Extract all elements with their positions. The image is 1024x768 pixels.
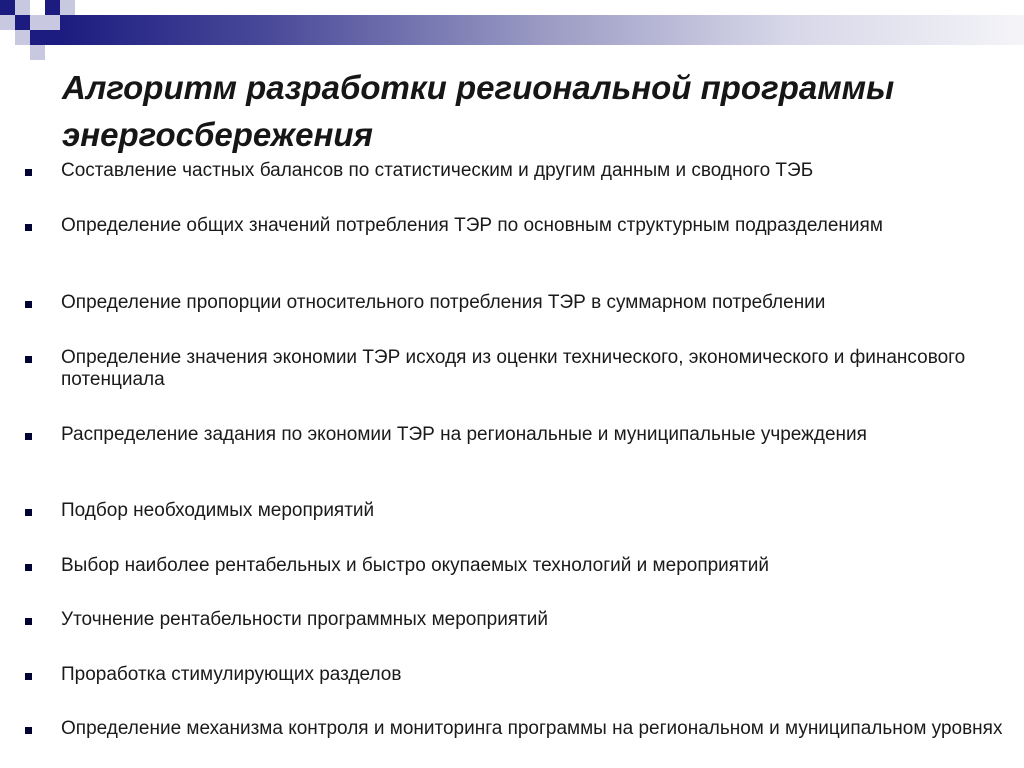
bullet-square-icon (25, 169, 32, 176)
bullet-square-icon (25, 673, 32, 680)
deco-square (0, 0, 15, 15)
bullet-square-icon (25, 618, 32, 625)
bullet-text: Определение пропорции относительного потребления ТЭР в суммарном потреблении (61, 292, 826, 313)
deco-square (30, 45, 45, 60)
bullet-text: Проработка стимулирующих разделов (61, 664, 402, 685)
deco-square (30, 15, 45, 30)
bullet-square-icon (25, 727, 32, 734)
bullet-square-icon (25, 433, 32, 440)
bullet-square-icon (25, 564, 32, 571)
bullet-text: Подбор необходимых мероприятий (61, 500, 375, 521)
bullet-text: Определение общих значений потребления ТЭР по основным структурным подразделениям (61, 215, 883, 236)
deco-square (45, 30, 60, 45)
deco-square (45, 0, 60, 15)
deco-square (15, 15, 30, 30)
deco-square (15, 0, 30, 15)
header-gradient-bar (60, 15, 1024, 45)
deco-square (15, 30, 30, 45)
bullet-text: Определение механизма контроля и мониторинга программы на региональном и муниципальном уровнях (61, 718, 1003, 739)
deco-square (30, 30, 45, 45)
deco-square (45, 15, 60, 30)
bullet-text: Уточнение рентабельности программных мероприятий (61, 609, 549, 630)
bullet-square-icon (25, 356, 32, 363)
bullet-square-icon (25, 509, 32, 516)
slide-title: Алгоритм разработки региональной программы энергосбережения (62, 69, 895, 153)
deco-square (60, 0, 75, 15)
bullet-text: Выбор наиболее рентабельных и быстро окупаемых технологий и мероприятий (61, 555, 770, 576)
bullet-text: Определение значения экономии ТЭР исходя из оценки технического, экономического и финансового потенциала (61, 347, 966, 390)
bullet-text: Составление частных балансов по статистическим и другим данным и сводного ТЭБ (61, 160, 814, 181)
bullet-square-icon (25, 224, 32, 231)
deco-square (0, 15, 15, 30)
bullet-square-icon (25, 301, 32, 308)
bullet-text: Распределение задания по экономии ТЭР на региональные и муниципальные учреждения (61, 424, 867, 445)
header-decoration (0, 0, 1024, 60)
